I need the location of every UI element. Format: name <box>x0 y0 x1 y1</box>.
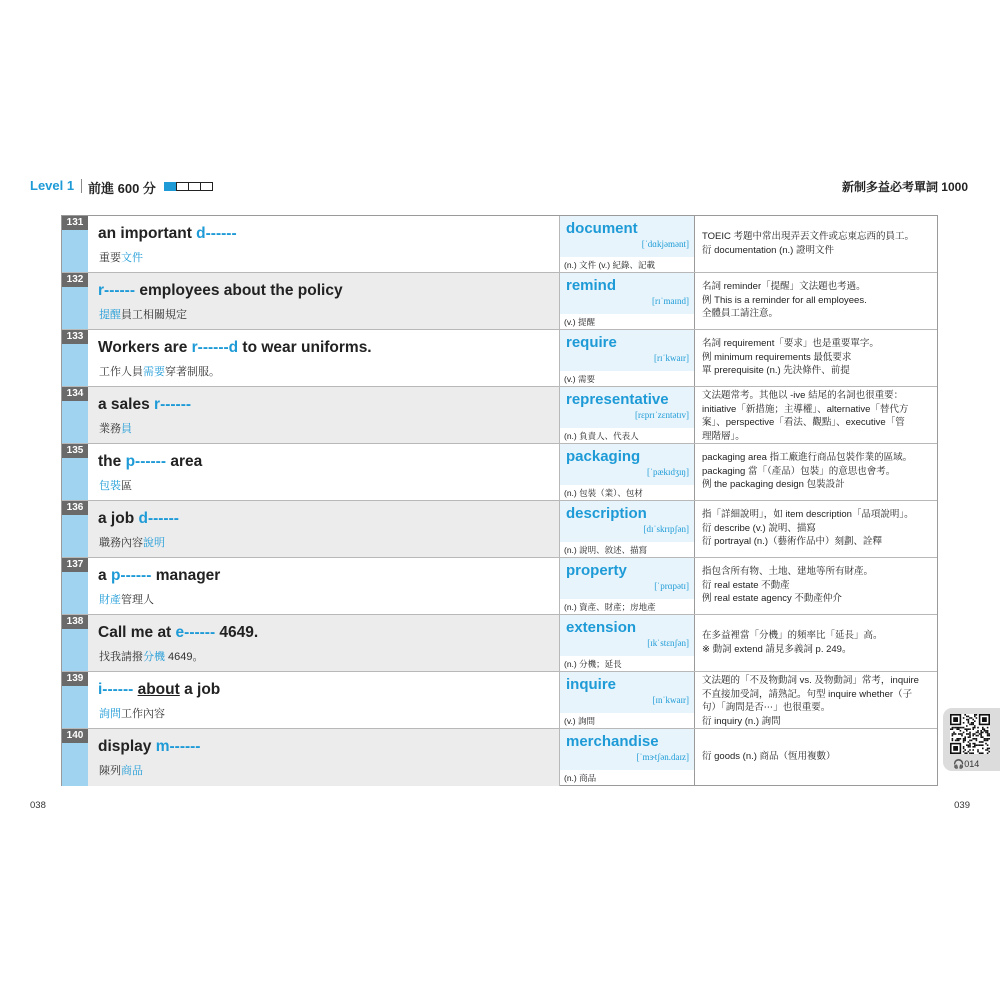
note-line: packaging area 指工廠進行商品包裝作業的區域。 <box>702 452 913 463</box>
phrase-chinese <box>99 591 154 607</box>
part-of-speech-definition: (n.) 資產、財產；房地產 <box>564 602 656 612</box>
note-line: 衍 inquiry (n.) 詢問 <box>702 715 781 727</box>
phrase-english-segment: a sales <box>98 396 155 413</box>
phrase-chinese <box>99 648 204 664</box>
entry-number: 140 <box>62 729 88 743</box>
headword-header <box>560 216 694 257</box>
note-line: 名詞 reminder「提醒」文法題也考過。 <box>702 281 866 292</box>
phrase-english-segment: e------ <box>175 624 216 641</box>
phrase-chinese-segment: 說明 <box>143 537 165 549</box>
headword-header <box>560 273 694 314</box>
headword-header <box>560 387 694 428</box>
headword-header <box>560 672 694 713</box>
note-line: 指「詳細說明」，如 item description「品項說明」。 <box>702 509 914 520</box>
note-line: 指包含所有物、土地、建地等所有財產。 <box>702 566 874 577</box>
headword: extension <box>566 619 637 636</box>
pronunciation: [rɛprɪˈzɛntətɪv] <box>634 410 689 420</box>
headword-header <box>560 558 694 599</box>
phrase-english <box>98 453 202 471</box>
phrase-english-segment: about <box>137 681 180 698</box>
phrase-english-segment: d------ <box>196 225 237 242</box>
note-line: 全體員工請注意。 <box>702 308 779 319</box>
phrase-cell <box>88 216 560 272</box>
headword: merchandise <box>566 733 659 750</box>
page-number-left: 038 <box>30 800 46 811</box>
entry-number: 135 <box>62 444 88 458</box>
phrase-chinese-segment: 工作內容 <box>121 708 165 720</box>
headword-header <box>560 444 694 485</box>
headword: remind <box>566 277 617 294</box>
entry-number-cell <box>62 672 88 728</box>
note-line: 名詞 requirement「要求」也是重要單字。 <box>702 338 879 349</box>
phrase-english <box>98 567 220 585</box>
phrase-chinese-segment: 文件 <box>121 252 143 264</box>
phrase-cell <box>88 729 560 786</box>
book-title: 新制多益必考單詞 1000 <box>841 180 968 194</box>
phrase-chinese-segment: 職務內容 <box>99 537 143 549</box>
phrase-chinese-segment: 4649。 <box>165 651 204 663</box>
pronunciation: [rɪˈkwaɪr] <box>654 353 689 363</box>
headword-header <box>560 330 694 371</box>
entry-number: 131 <box>62 216 88 230</box>
phrase-chinese-segment: 包裝 <box>99 480 121 492</box>
headword: description <box>566 505 647 522</box>
phrase-english <box>98 282 343 300</box>
note-line: 例 This is a reminder for all employees. <box>702 294 867 306</box>
entry-number-cell <box>62 216 88 272</box>
phrase-cell <box>88 444 560 500</box>
note-line: 不直接加受詞，請熟記。句型 inquire whether（子 <box>702 688 913 700</box>
headword-cell <box>560 558 695 614</box>
phrase-chinese <box>99 306 187 322</box>
pronunciation: [ˈdɑkjəmənt] <box>641 239 689 249</box>
headphones-icon: 🎧 <box>953 759 965 769</box>
phrase-chinese <box>99 477 132 493</box>
headword-cell <box>560 216 695 272</box>
phrase-english-segment: a job <box>179 681 221 698</box>
phrase-english-segment: p------ <box>125 453 167 470</box>
phrase-chinese <box>99 249 143 265</box>
phrase-english <box>98 624 258 642</box>
entry-number-cell <box>62 558 88 614</box>
note-line: 衍 real estate 不動產 <box>702 579 790 591</box>
part-of-speech-definition: (n.) 商品 <box>564 773 597 783</box>
notes-cell <box>695 558 937 614</box>
note-line: 文法題常考。其他以 -ive 結尾的名詞也很重要： <box>702 390 904 401</box>
phrase-chinese-segment: 工作人員 <box>99 366 143 378</box>
phrase-chinese-segment: 找我請撥 <box>99 651 143 663</box>
headword: packaging <box>566 448 641 465</box>
phrase-chinese <box>99 705 165 721</box>
phrase-chinese <box>99 534 165 550</box>
phrase-chinese-segment: 需要 <box>143 366 165 378</box>
note-line: 句）「詢問是否⋯」也很重要。 <box>702 702 831 713</box>
headword: representative <box>566 391 669 408</box>
part-of-speech-definition: (v.) 詢問 <box>564 716 596 726</box>
notes-cell <box>695 387 937 443</box>
table-row <box>62 729 937 786</box>
phrase-english-segment: 4649. <box>215 624 259 641</box>
note-line: 案」、perspective「看法、觀點」、executive「管 <box>702 417 905 428</box>
phrase-english <box>98 339 372 357</box>
phrase-chinese <box>99 363 220 379</box>
progress-segment <box>200 182 213 191</box>
entry-number: 133 <box>62 330 88 344</box>
pronunciation: [ɪnˈkwaɪr] <box>652 695 689 705</box>
headword: inquire <box>566 676 617 693</box>
phrase-english-segment: i------ <box>98 681 134 698</box>
pronunciation: [ˈpækɪdʒɪŋ] <box>647 467 689 477</box>
phrase-chinese-segment: 區 <box>121 480 132 492</box>
phrase-chinese-segment: 分機 <box>143 651 165 663</box>
part-of-speech-definition: (n.) 說明、敘述、描寫 <box>564 545 648 555</box>
entry-number-cell <box>62 729 88 786</box>
entry-number-cell <box>62 273 88 329</box>
header-divider <box>81 179 82 193</box>
note-line: 例 minimum requirements 最低要求 <box>702 351 852 363</box>
level-subtitle: 前進 600 分 <box>88 181 156 196</box>
part-of-speech-definition: (n.) 文件 (v.) 紀錄、記載 <box>564 260 655 270</box>
entry-number: 134 <box>62 387 88 401</box>
audio-track-label <box>953 759 979 770</box>
table-row <box>62 444 937 501</box>
phrase-english <box>98 225 237 243</box>
note-line: TOEIC 考題中常出現弄丟文件或忘東忘西的員工。 <box>702 231 914 242</box>
headword-header <box>560 501 694 542</box>
phrase-english-segment: d------ <box>138 510 179 527</box>
headword-cell <box>560 387 695 443</box>
phrase-chinese-segment: 員 <box>121 423 132 435</box>
headword-header <box>560 729 694 770</box>
note-line: ※ 動詞 extend 請見多義詞 p. 249。 <box>702 643 852 655</box>
phrase-english-segment: r------ <box>98 282 136 299</box>
phrase-english-segment: r------d <box>191 339 239 356</box>
entry-number-cell <box>62 387 88 443</box>
phrase-english <box>98 396 191 414</box>
headword-cell <box>560 615 695 671</box>
entry-number: 137 <box>62 558 88 572</box>
phrase-cell <box>88 558 560 614</box>
table-row <box>62 672 937 729</box>
phrase-chinese-segment: 商品 <box>121 765 143 777</box>
part-of-speech-definition: (n.) 負責人、代表人 <box>564 431 639 441</box>
note-line: 文法題的「不及物動詞 vs. 及物動詞」常考，inquire <box>702 675 919 686</box>
headword: property <box>566 562 627 579</box>
entry-number-cell <box>62 615 88 671</box>
phrase-chinese-segment: 穿著制服。 <box>165 366 220 378</box>
phrase-english-segment: employees about the policy <box>135 282 343 299</box>
note-line: 衍 describe (v.) 說明、描寫 <box>702 522 816 534</box>
phrase-cell <box>88 501 560 557</box>
pronunciation: [rɪˈmaɪnd] <box>652 296 689 306</box>
note-line: packaging 當「（產品）包裝」的意思也會考。 <box>702 465 896 477</box>
entry-number: 132 <box>62 273 88 287</box>
note-line: initiative「新措施；主導權」、alternative「替代方 <box>702 403 909 415</box>
part-of-speech-definition: (v.) 需要 <box>564 374 596 384</box>
phrase-english-segment: p------ <box>110 567 152 584</box>
table-row <box>62 501 937 558</box>
phrase-chinese <box>99 420 132 436</box>
note-line: 衍 documentation (n.) 證明文件 <box>702 244 834 256</box>
notes-cell <box>695 615 937 671</box>
phrase-chinese-segment: 財產 <box>99 594 121 606</box>
headword-header <box>560 615 694 656</box>
phrase-english-segment: display <box>98 738 156 755</box>
phrase-chinese-segment: 員工相關規定 <box>121 309 187 321</box>
phrase-chinese-segment: 提醒 <box>99 309 121 321</box>
table-row <box>62 558 937 615</box>
part-of-speech-definition: (n.) 分機；延長 <box>564 659 622 669</box>
pronunciation: [dɪˈskrɪpʃən] <box>643 524 689 534</box>
notes-cell <box>695 444 937 500</box>
notes-cell <box>695 729 937 786</box>
phrase-cell <box>88 387 560 443</box>
headword: document <box>566 220 638 237</box>
entry-number: 138 <box>62 615 88 629</box>
pronunciation: [ˈmɝtʃən.daɪz] <box>636 752 689 762</box>
progress-indicator <box>164 182 212 191</box>
phrase-english <box>98 681 220 699</box>
table-row <box>62 330 937 387</box>
phrase-cell <box>88 273 560 329</box>
note-line: 理階層」。 <box>702 430 745 442</box>
table-row <box>62 273 937 330</box>
phrase-english-segment: a <box>98 567 111 584</box>
audio-track-number: 014 <box>964 759 980 769</box>
phrase-chinese-segment: 業務 <box>99 423 121 435</box>
phrase-chinese <box>99 762 143 778</box>
note-line: 在多益裡當「分機」的頻率比「延長」高。 <box>702 630 883 641</box>
phrase-english-segment: manager <box>151 567 221 584</box>
part-of-speech-definition: (n.) 包裝（業）、包材 <box>564 488 643 498</box>
phrase-cell <box>88 615 560 671</box>
pronunciation: [ɪkˈstɛnʃən] <box>647 638 689 648</box>
headword-cell <box>560 729 695 786</box>
note-line: 例 the packaging design 包裝設計 <box>702 479 845 490</box>
phrase-cell <box>88 330 560 386</box>
phrase-english-segment: Call me at <box>98 624 176 641</box>
phrase-english <box>98 738 200 756</box>
phrase-english-segment: a job <box>98 510 139 527</box>
entry-number-cell <box>62 330 88 386</box>
note-line: 單 prerequisite (n.) 先決條件、前提 <box>702 365 850 376</box>
phrase-chinese-segment: 管理人 <box>121 594 154 606</box>
headword: require <box>566 334 617 351</box>
phrase-english <box>98 510 179 528</box>
table-row <box>62 387 937 444</box>
notes-cell <box>695 330 937 386</box>
headword-cell <box>560 501 695 557</box>
headword-cell <box>560 444 695 500</box>
phrase-chinese-segment: 陳列 <box>99 765 121 777</box>
phrase-english-segment: area <box>166 453 203 470</box>
note-line: 衍 portrayal (n.)（藝術作品中）刻劃、詮釋 <box>702 536 882 547</box>
phrase-chinese-segment: 詢問 <box>99 708 121 720</box>
notes-cell <box>695 216 937 272</box>
page-number-right: 039 <box>954 800 970 811</box>
entry-number-cell <box>62 501 88 557</box>
headword-cell <box>560 330 695 386</box>
phrase-english-segment: Workers are <box>98 339 192 356</box>
entry-number: 136 <box>62 501 88 515</box>
phrase-english-segment: an important <box>98 225 197 242</box>
level-label: Level 1 <box>30 178 75 193</box>
phrase-cell <box>88 672 560 728</box>
part-of-speech-definition: (v.) 提醒 <box>564 317 596 327</box>
phrase-english-segment: m------ <box>155 738 201 755</box>
table-row <box>62 615 937 672</box>
phrase-english-segment: to wear uniforms. <box>238 339 372 356</box>
notes-cell <box>695 273 937 329</box>
vocab-table <box>61 215 938 786</box>
headword-cell <box>560 273 695 329</box>
qr-code-icon[interactable] <box>950 714 990 754</box>
notes-cell <box>695 501 937 557</box>
audio-tab[interactable] <box>943 708 1000 771</box>
entry-number: 139 <box>62 672 88 686</box>
pronunciation: [ˈprɑpətɪ] <box>654 581 689 591</box>
table-row <box>62 216 937 273</box>
note-line: 衍 goods (n.) 商品（恆用複數） <box>702 751 836 762</box>
notes-cell <box>695 672 937 728</box>
phrase-chinese-segment: 重要 <box>99 252 121 264</box>
headword-cell <box>560 672 695 728</box>
note-line: 例 real estate agency 不動產仲介 <box>702 593 842 604</box>
entry-number-cell <box>62 444 88 500</box>
phrase-english-segment: the <box>98 453 126 470</box>
phrase-english-segment: r------ <box>154 396 192 413</box>
